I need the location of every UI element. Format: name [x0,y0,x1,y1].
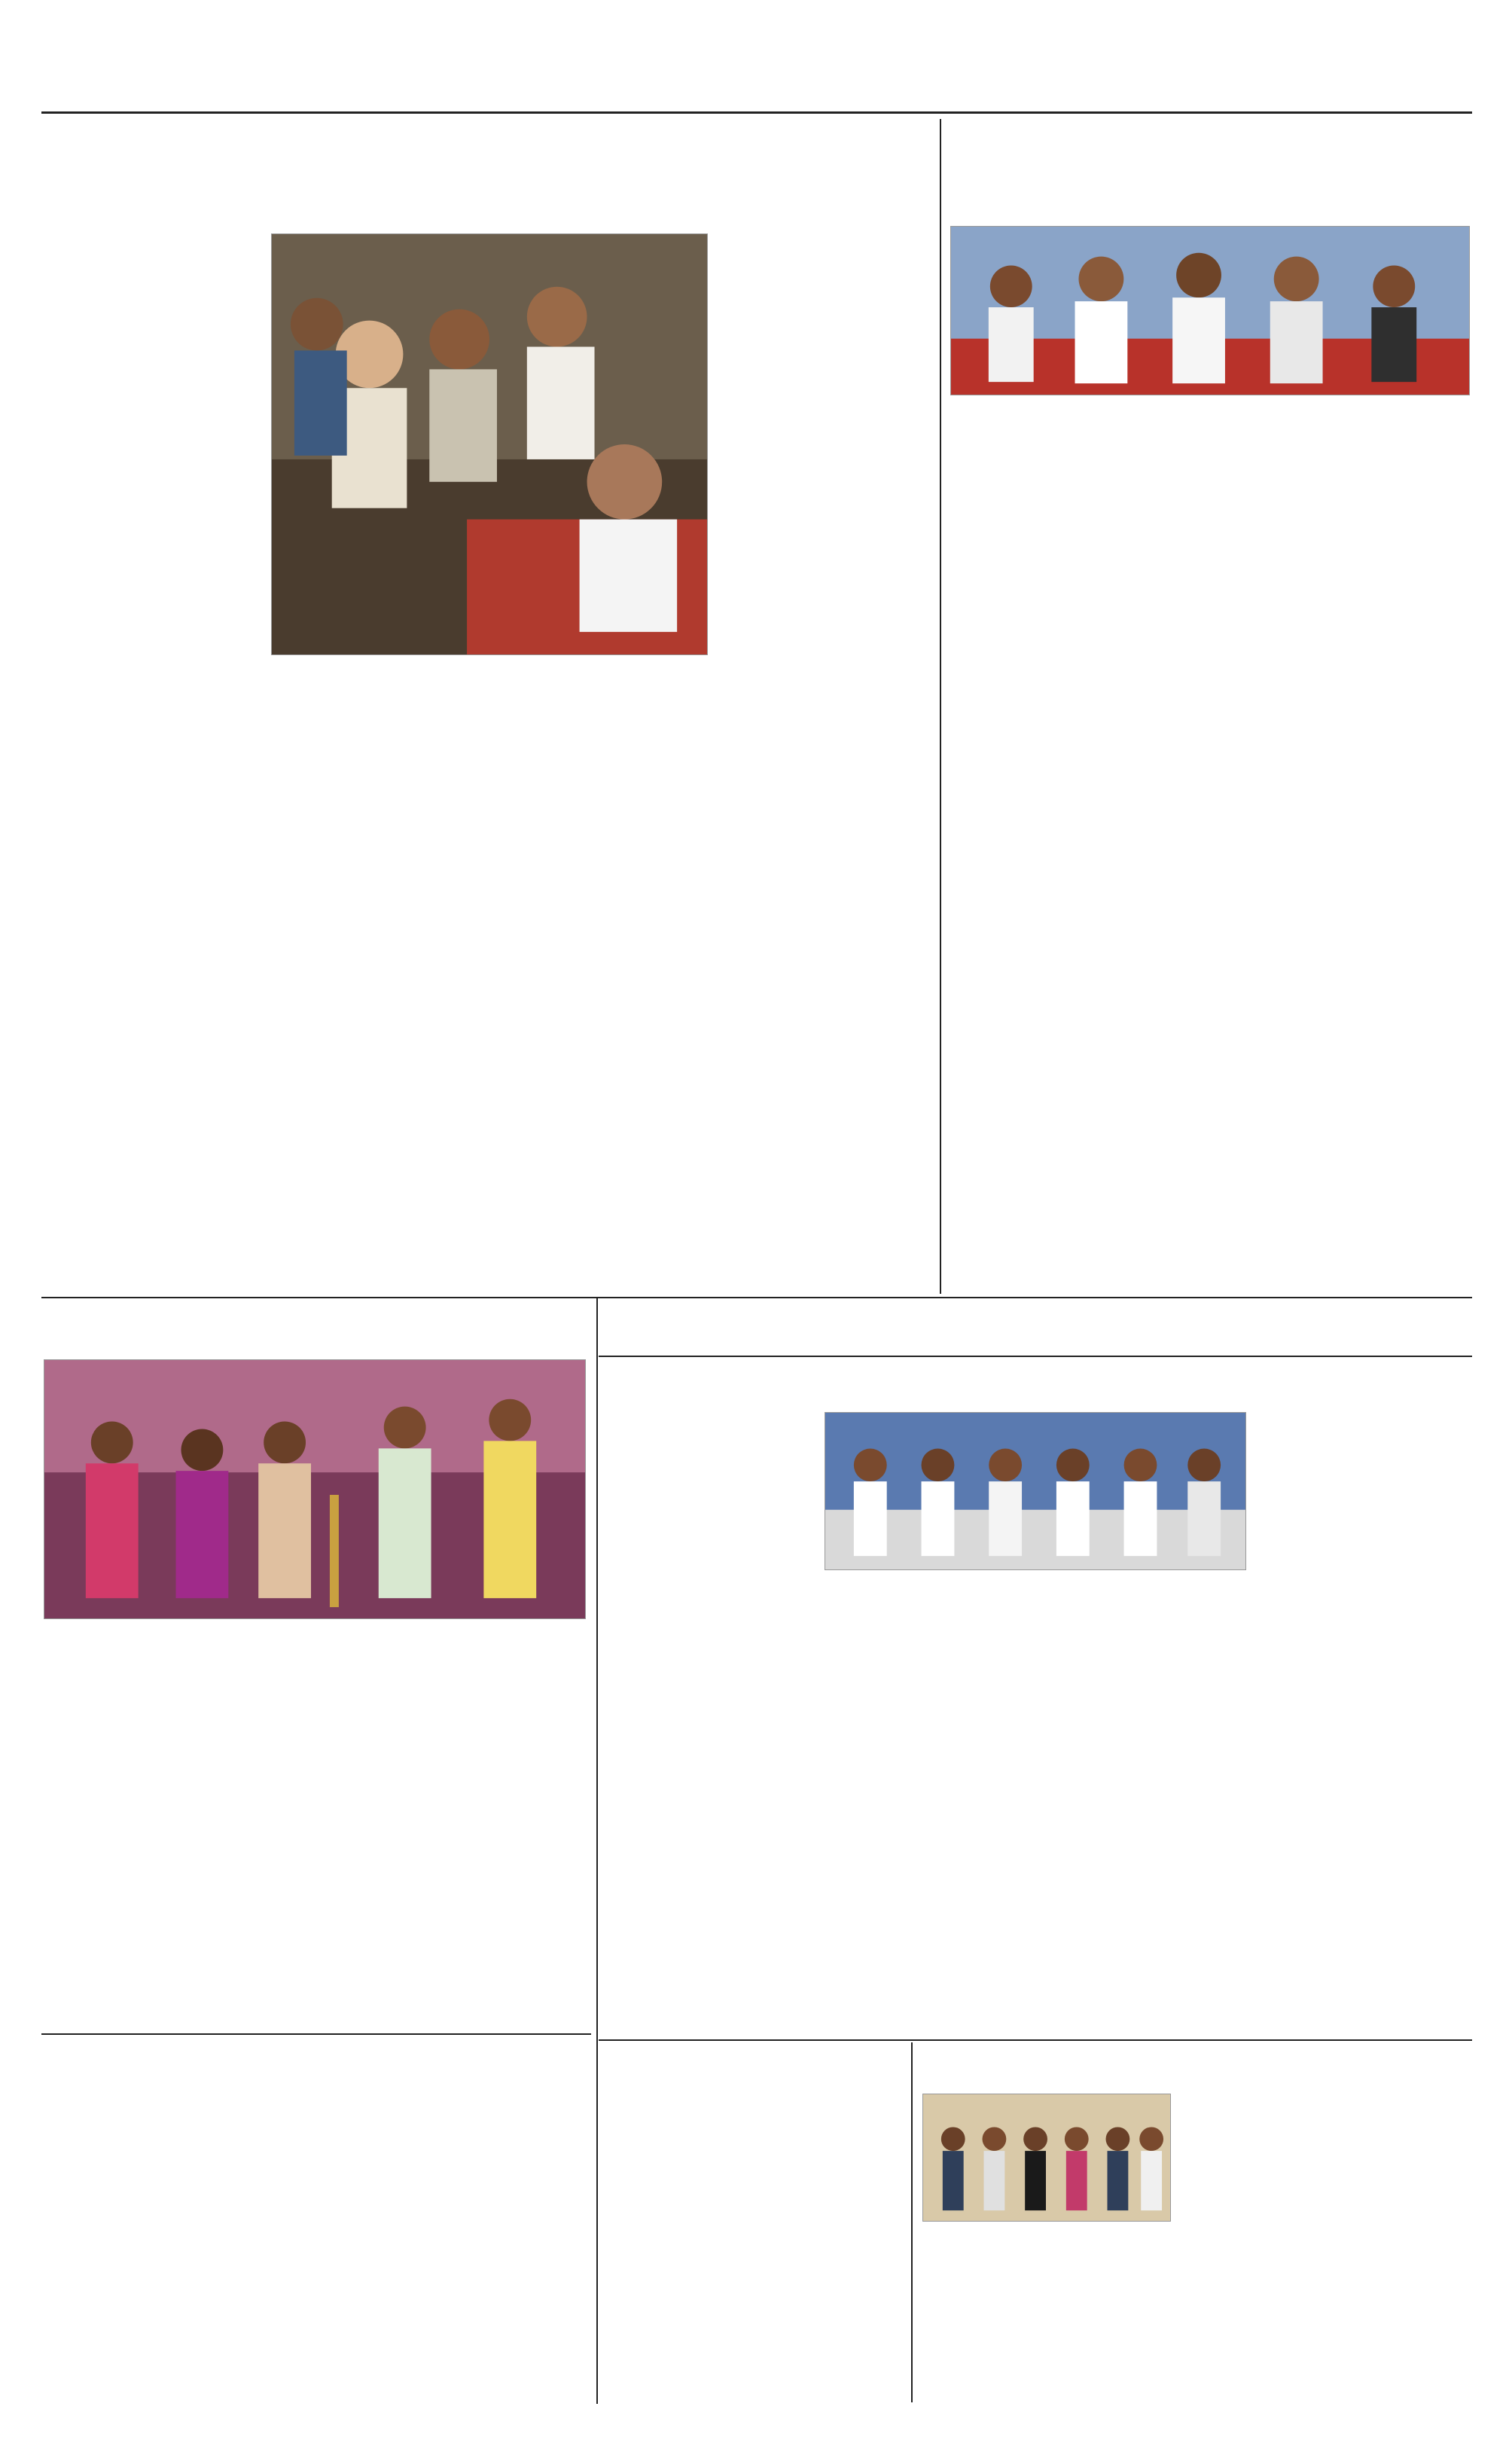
meeting-photo-illustration [272,234,707,654]
lamp-lighting-photo-illustration [44,1360,585,1618]
story5-column-1 [608,1412,815,2033]
award-photo-illustration [951,227,1469,395]
story1-column-1 [44,233,262,1288]
story3-column-1 [44,1627,311,2026]
section-rule-1 [41,1297,1472,1298]
story7-column-2 [1182,2094,1470,2402]
column-divider-3 [911,2042,913,2402]
story2-column-1 [950,403,1199,1288]
story1-column-3 [493,663,708,1288]
story5-column-3 [1041,1578,1248,2033]
story3-column-2 [320,1627,587,2026]
students-photo-illustration [923,2094,1170,2221]
story1-column-4 [719,233,934,1288]
masthead [41,75,1472,105]
column-divider-2 [596,1297,598,2404]
story1-photo [271,233,708,655]
story4-column-1 [44,2097,311,2399]
story6-column-1 [608,2101,902,2402]
section-rule-2 [41,2033,591,2035]
story5-column-2 [825,1578,1032,2033]
story3-photo [44,1359,586,1619]
story4-column-2 [320,2097,587,2399]
newspaper-logo [41,75,49,102]
masthead-rule [41,111,1472,114]
story5-subhead-rule [599,1356,1472,1357]
story2-photo [950,226,1470,395]
column-divider [940,119,941,1294]
story7-column-1 [922,2229,1171,2402]
story5-photo [825,1412,1246,1570]
story5-column-4 [1257,1412,1472,2033]
story2-column-2 [1212,403,1470,1288]
section-rule-3 [599,2039,1472,2041]
story1-column-2 [271,663,482,1288]
story7-photo [922,2094,1171,2222]
committee-photo-illustration [825,1413,1245,1569]
